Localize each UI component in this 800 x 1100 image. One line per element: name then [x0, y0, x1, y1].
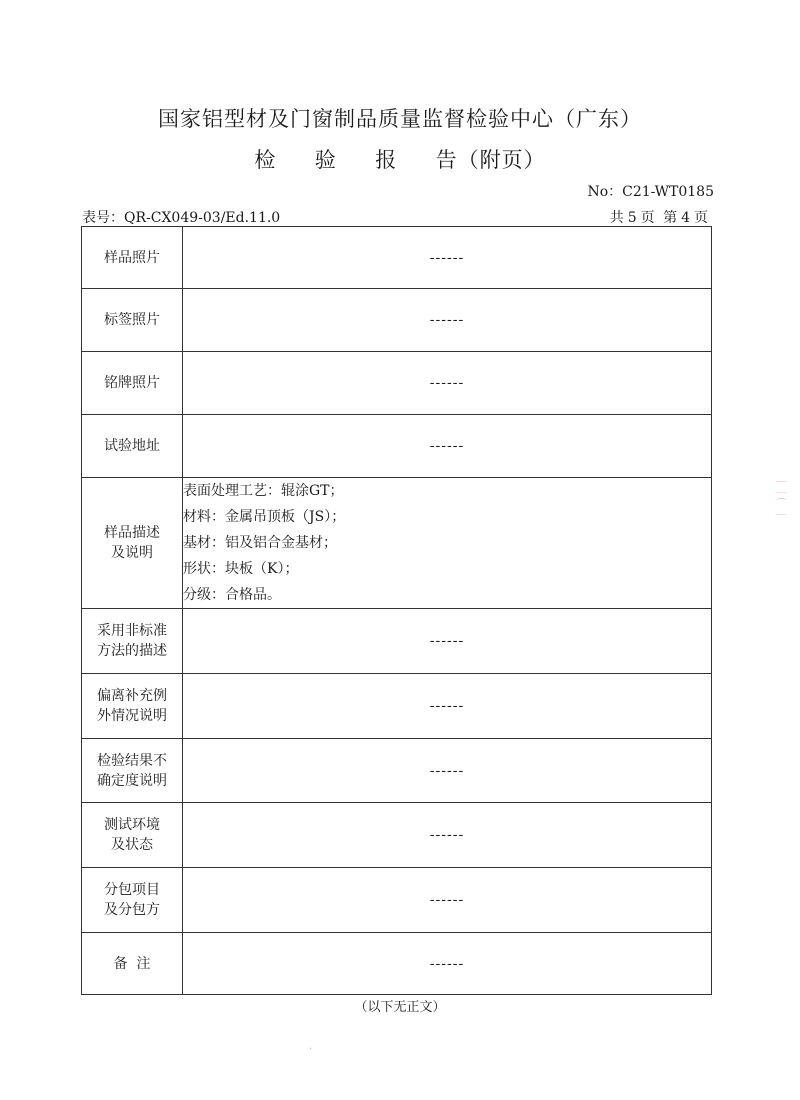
row-label-line: 试验地址: [104, 438, 160, 454]
scan-artifact: ·: [309, 1044, 313, 1055]
row-label-line: 方法的描述: [97, 643, 167, 659]
table-row: [82, 289, 712, 352]
row-label-line: 及说明: [111, 545, 153, 561]
row-label: [82, 933, 183, 995]
row-value: ------: [183, 803, 712, 868]
row-label: [82, 415, 183, 478]
report-subtitle: [0, 144, 800, 174]
row-label: [82, 609, 183, 674]
page-info-part: 共: [609, 210, 624, 226]
row-value: ------: [183, 674, 712, 739]
end-of-text-note: （以下无正文）: [354, 1000, 446, 1015]
row-label: [82, 227, 183, 289]
table-row: [82, 739, 712, 803]
row-label-line: 测试环境: [104, 817, 160, 833]
row-label: [82, 803, 183, 868]
row-label-line: 偏离补充例: [97, 688, 167, 704]
description-line: 材料：金属吊顶板（JS）；: [183, 509, 346, 525]
row-label: [82, 352, 183, 415]
page-info-part: 4: [681, 210, 690, 226]
subtitle-word: 验: [314, 148, 337, 172]
row-label-line: 样品照片: [104, 249, 160, 266]
row-label-line: 分包项目: [104, 882, 160, 898]
row-value: ------: [183, 933, 712, 995]
row-label: [82, 868, 183, 933]
row-label: [82, 478, 183, 609]
row-label-line: 及分包方: [104, 902, 160, 918]
row-value: ------: [183, 609, 712, 674]
sample-description: [183, 478, 712, 609]
table-row: [82, 227, 712, 289]
description-line: 基材：铝及铝合金基材；: [183, 535, 337, 551]
table-row: [82, 933, 712, 995]
report-title: 国家铝型材及门窗制品质量监督检验中心（广东）: [158, 107, 642, 131]
page-info-part: 页: [640, 210, 655, 226]
description-line: 表面处理工艺：辊涂GT；: [183, 483, 344, 499]
form-number: 表号：QR-CX049-03/Ed.11.0: [82, 210, 281, 226]
table-row: [82, 803, 712, 868]
table-row: [82, 674, 712, 739]
row-label: [82, 739, 183, 803]
row-value: ------: [183, 352, 712, 415]
description-line: 形状：块板（K）；: [183, 561, 299, 577]
table-row: [82, 868, 712, 933]
table-row: [82, 352, 712, 415]
seal-stamp-fragment: ｜｜⌒｜: [774, 476, 787, 520]
report-number: No：C21-WT0185: [587, 184, 714, 200]
row-value: ------: [183, 739, 712, 803]
row-label-line: 备 注: [113, 955, 151, 972]
page-info-part: 页: [694, 210, 708, 226]
row-label-line: 采用非标准: [97, 623, 167, 639]
table-row: [82, 478, 712, 609]
row-value: ------: [183, 868, 712, 933]
table-row: [82, 415, 712, 478]
row-label-line: 标签照片: [104, 312, 160, 328]
subtitle-word: 告（附页）: [435, 148, 546, 172]
description-line: 分级：合格品。: [183, 587, 281, 603]
row-label-line: 铭牌照片: [104, 375, 160, 391]
report-table: [81, 226, 712, 995]
subtitle-word: 检: [254, 148, 277, 172]
row-label-line: 确定度说明: [97, 772, 167, 789]
row-label-line: 样品描述: [104, 525, 160, 541]
page-info-part: 第: [663, 210, 678, 226]
row-label-line: 及状态: [111, 837, 153, 853]
table-row: [82, 609, 712, 674]
row-value: ------: [183, 289, 712, 352]
row-label-line: 检验结果不: [97, 752, 167, 769]
row-label: [82, 674, 183, 739]
row-label-line: 外情况说明: [97, 708, 167, 724]
subtitle-word: 报: [375, 148, 398, 172]
row-label: [82, 289, 183, 352]
page-info: [608, 207, 710, 227]
row-value: ------: [183, 227, 712, 289]
row-value: ------: [183, 415, 712, 478]
page-info-part: 5: [627, 210, 637, 226]
